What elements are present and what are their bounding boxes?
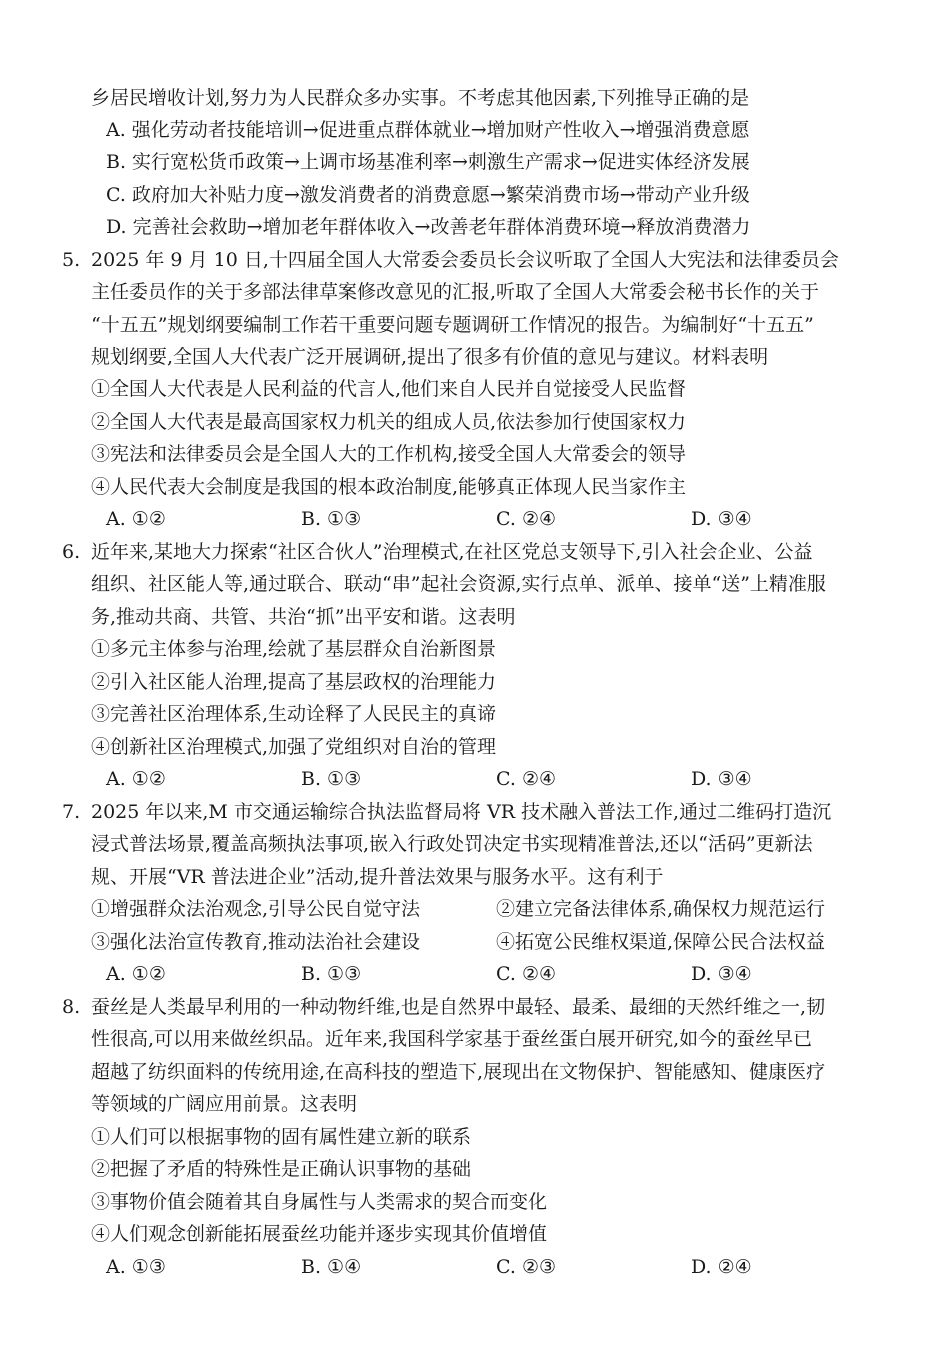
- q4-option-c: C. 政府加大补贴力度→激发消费者的消费意愿→繁荣消费市场→带动产业升级: [106, 184, 750, 206]
- q4-option-d: D. 完善社会救助→增加老年群体收入→改善老年群体消费环境→释放消费潜力: [106, 216, 751, 238]
- q8-stem-line: 超越了纺织面料的传统用途,在高科技的塑造下,展现出在文物保护、智能感知、健康医疗: [91, 1061, 826, 1083]
- q8-statement-2: ②把握了矛盾的特殊性是正确认识事物的基础: [91, 1158, 472, 1180]
- q6-statement-4: ④创新社区治理模式,加强了党组织对自治的管理: [91, 736, 497, 758]
- q7-choice-b: B. ①③: [301, 963, 362, 985]
- q5-stem-line: 主任委员作的关于多部法律草案修改意见的汇报,听取了全国人大常委会秘书长作的关于: [91, 281, 820, 303]
- q5-choice-b: B. ①③: [301, 508, 362, 530]
- q7-stem-line: 7. 2025 年以来,M 市交通运输综合执法监督局将 VR 技术融入普法工作,通过二维码打造沉: [62, 796, 928, 828]
- q8-choice-d: D. ②④: [691, 1256, 752, 1278]
- q8-choice-c: C. ②③: [496, 1256, 557, 1278]
- q4-stem-continuation: 乡居民增收计划,努力为人民群众多办实事。不考虑其他因素,下列推导正确的是: [91, 87, 750, 109]
- q8-choice-a: A. ①③: [106, 1256, 166, 1278]
- q7-choice-a: A. ①②: [106, 963, 166, 985]
- q5-stem-line: 规划纲要,全国人大代表广泛开展调研,提出了很多有价值的意见与建议。材料表明: [91, 346, 769, 368]
- q5-statement-4: ④人民代表大会制度是我国的根本政治制度,能够真正体现人民当家作主: [91, 476, 687, 498]
- q6-stem-line: 务,推动共商、共管、共治“抓”出平安和谐。这表明: [91, 606, 516, 628]
- q7-stem-line: 规、开展“VR 普法进企业”活动,提升普法效果与服务水平。这有利于: [91, 866, 664, 888]
- q8-number: 8.: [62, 996, 81, 1018]
- q7-statement-3: ③强化法治宣传教育,推动法治社会建设: [91, 931, 421, 953]
- q7-statement-4: ④拓宽公民维权渠道,保障公民合法权益: [496, 931, 826, 953]
- q6-choice-d: D. ③④: [691, 768, 752, 790]
- q8-stem-line: 等领域的广阔应用前景。这表明: [91, 1093, 358, 1115]
- q5-choice-d: D. ③④: [691, 508, 752, 530]
- q8-statement-3: ③事物价值会随着其自身属性与人类需求的契合而变化: [91, 1191, 548, 1213]
- q8-statement-4: ④人们观念创新能拓展蚕丝功能并逐步实现其价值增值: [91, 1223, 548, 1245]
- q5-statement-2: ②全国人大代表是最高国家权力机关的组成人员,依法参加行使国家权力: [91, 411, 687, 433]
- q8-stem-line: 8. 蚕丝是人类最早利用的一种动物纤维,也是自然界中最轻、最柔、最细的天然纤维之一,韧: [62, 991, 928, 1023]
- q4-option-a: A. 强化劳动者技能培训→促进重点群体就业→增加财产性收入→增强消费意愿: [106, 119, 750, 141]
- q6-stem-line: 6. 近年来,某地大力探索“社区合伙人”治理模式,在社区党总支领导下,引入社会企业、公益: [62, 536, 928, 568]
- q6-choice-c: C. ②④: [496, 768, 557, 790]
- q5-statement-1: ①全国人大代表是人民利益的代言人,他们来自人民并自觉接受人民监督: [91, 378, 687, 400]
- q6-statement-1: ①多元主体参与治理,绘就了基层群众自治新图景: [91, 638, 497, 660]
- q6-number: 6.: [62, 541, 81, 563]
- q7-choice-c: C. ②④: [496, 963, 557, 985]
- q8-choice-b: B. ①④: [301, 1256, 362, 1278]
- q8-stem-line: 性很高,可以用来做丝织品。近年来,我国科学家基于蚕丝蛋白展开研究,如今的蚕丝早已: [91, 1028, 813, 1050]
- q5-choice-c: C. ②④: [496, 508, 557, 530]
- q5-number: 5.: [62, 249, 81, 271]
- q5-stem-line: “十五五”规划纲要编制工作若干重要问题专题调研工作情况的报告。为编制好“十五五”: [91, 314, 814, 336]
- q5-choice-a: A. ①②: [106, 508, 166, 530]
- q7-statement-2: ②建立完备法律体系,确保权力规范运行: [496, 898, 826, 920]
- q7-statement-1: ①增强群众法治观念,引导公民自觉守法: [91, 898, 421, 920]
- q6-choice-a: A. ①②: [106, 768, 166, 790]
- q6-stem-line: 组织、社区能人等,通过联合、联动“串”起社会资源,实行点单、派单、接单“送”上精准服: [91, 573, 826, 595]
- q6-choice-b: B. ①③: [301, 768, 362, 790]
- q7-number: 7.: [62, 801, 81, 823]
- q6-statement-3: ③完善社区治理体系,生动诠释了人民民主的真谛: [91, 703, 497, 725]
- q7-stem-line: 浸式普法场景,覆盖高频执法事项,嵌入行政处罚决定书实现精准普法,还以“活码”更新法: [91, 833, 813, 855]
- q5-statement-3: ③宪法和法律委员会是全国人大的工作机构,接受全国人大常委会的领导: [91, 443, 687, 465]
- q8-statement-1: ①人们可以根据事物的固有属性建立新的联系: [91, 1126, 472, 1148]
- q5-stem-line: 5. 2025 年 9 月 10 日,十四届全国人大常委会委员长会议听取了全国人大宪法和法律委员会: [62, 244, 928, 276]
- q4-option-b: B. 实行宽松货币政策→上调市场基准利率→刺激生产需求→促进实体经济发展: [106, 151, 750, 173]
- q7-choice-d: D. ③④: [691, 963, 752, 985]
- q6-statement-2: ②引入社区能人治理,提高了基层政权的治理能力: [91, 671, 497, 693]
